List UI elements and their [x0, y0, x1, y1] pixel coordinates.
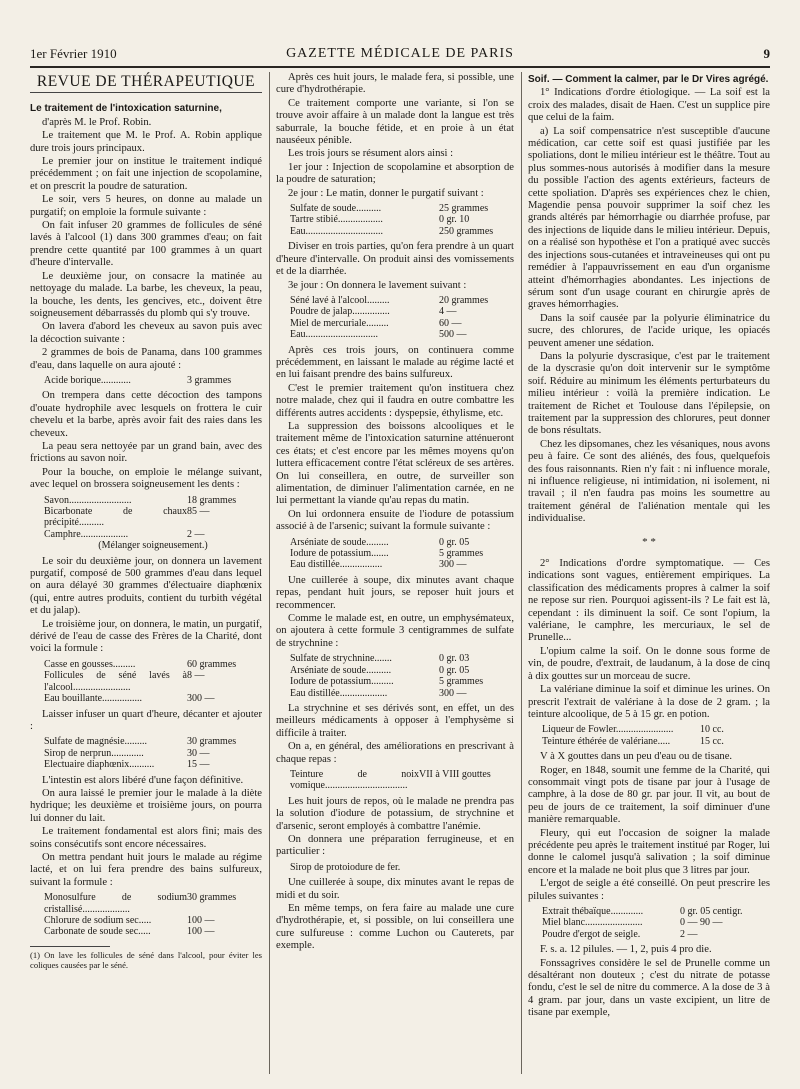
paragraph: Comme le malade est, en outre, un emphysémateux, on ajoutera à cette formule 3 centigrammes de sulfate de strychnine : — [276, 613, 514, 649]
ingredient: Extrait thébaïque............. — [542, 906, 644, 917]
formula-row — [44, 529, 262, 540]
ingredient: Poudre d'ergot de seigle. — [542, 928, 641, 940]
ingredient: Tartre stibié.................. — [290, 214, 383, 226]
paragraph: Les trois jours se résument alors ainsi : — [288, 148, 454, 160]
ingredient: Sirop de nerprun............. — [44, 747, 144, 759]
quantity: 500 — — [439, 329, 467, 341]
paragraph: Le deuxième jour, on consacre la matinée au nettoyage du malade. La barbe, les cheveux, la peau, la bouche, les dents, les gencives, etc., doivent être soigneusement débarrassés du plomb qui s'y trouve. — [30, 270, 262, 319]
paragraph: On aura laissé le premier jour le malade à la diète hydrique; les deuxième et troisième jours, on pourra lui donner du lait. — [30, 787, 262, 824]
quantity: 25 grammes — [439, 203, 489, 215]
formula — [290, 537, 514, 571]
section-separator: * * — [642, 535, 656, 548]
ingredient: Sulfate de soude.......... — [290, 203, 382, 215]
paragraph: On a, en général, des améliorations en prescrivant à chaque repas : — [276, 741, 514, 765]
ingredient: Sirop de protoiodure de fer. — [290, 861, 401, 873]
formula-row — [290, 653, 514, 664]
quantity: 300 — — [439, 687, 467, 699]
formula-row — [44, 375, 262, 386]
formula-row — [44, 670, 262, 693]
quantity: 4 — — [439, 306, 457, 318]
formula — [290, 295, 514, 341]
quantity: 60 grammes — [187, 658, 237, 670]
ingredient: Electuaire diaphœnix.......... — [44, 759, 155, 771]
formula-row — [542, 929, 770, 940]
paragraph: 1° Indications d'ordre étiologique. — La soif est la croix des malades, disait de Haen. C'est un supplice pire que celui de la faim. — [528, 87, 770, 124]
ingredient: Sulfate de magnésie......... — [44, 736, 148, 748]
ingredient: Miel blanc....................... — [542, 917, 643, 929]
ingredient: Eau distillée................. — [290, 559, 383, 571]
column-2 — [276, 72, 514, 1074]
formula-row — [290, 548, 514, 559]
paragraph: Laisser infuser un quart d'heure, décanter et ajouter : — [30, 708, 262, 732]
quantity: VII à VIII gouttes — [419, 768, 491, 780]
journal-title: GAZETTE MÉDICALE DE PARIS — [286, 46, 514, 61]
formula-note: (Mélanger soigneusement.) — [98, 540, 208, 552]
column-divider — [521, 72, 522, 1074]
quantity: 2 — — [680, 928, 698, 940]
ingredient: Follicules de séné lavés à l'alcool....................... — [44, 670, 187, 693]
formula-row — [44, 748, 262, 759]
footnote: (1) On lave les follicules de séné dans l'alcool, pour éviter les coliques causées par le séné. — [30, 949, 262, 970]
formula-row — [542, 724, 770, 735]
paragraph: En même temps, on fera faire au malade une cure d'hydrothérapie, et, si possible, on lui conseillera une cure sulfureuse : comme Luchon ou Cauterets, par exemple. — [276, 903, 514, 952]
paragraph: On lui ordonnera ensuite de l'iodure de potassium associé à de l'arsenic; suivant la formule suivante : — [276, 508, 514, 533]
formula-row — [542, 917, 770, 928]
paragraph: V à X gouttes dans un peu d'eau ou de tisane. — [540, 751, 733, 763]
paragraph: Pour la bouche, on emploie le mélange suivant, avec lequel on brossera soigneusement les dents : — [30, 466, 262, 491]
formula-row — [290, 688, 514, 699]
ingredient: Carbonate de soude sec..... — [44, 926, 151, 938]
paragraph: La peau sera nettoyée par un grand bain, avec des frictions au savon noir. — [30, 440, 262, 465]
quantity: 0 gr. 10 — [439, 214, 470, 226]
page-header — [30, 46, 770, 66]
paragraph: On donnera une préparation ferrugineuse, et en particulier : — [276, 833, 514, 858]
quantity: 100 — — [187, 915, 215, 926]
ingredient: Chlorure de sodium sec..... — [44, 915, 152, 926]
quantity: 0 gr. 05 — [439, 664, 470, 676]
formula-row — [44, 495, 262, 506]
ingredient: Miel de mercuriale......... — [290, 317, 389, 329]
ingredient: Monosulfure de sodium cristallisé................... — [44, 892, 187, 915]
article-title: Le traitement de l'intoxication saturnine, — [30, 103, 222, 115]
quantity: 30 grammes — [187, 892, 237, 904]
formula-row — [290, 559, 514, 570]
formula-row — [290, 306, 514, 317]
quantity: 15 — — [187, 759, 210, 771]
ingredient: Eau............................. — [290, 329, 379, 341]
ingredient: Liqueur de Fowler....................... — [542, 724, 674, 736]
formula-row — [44, 915, 262, 926]
formula-row — [542, 736, 770, 747]
quantity: 0 gr. 05 — [439, 536, 470, 548]
ingredient: Bicarbonate de chaux précipité.......... — [44, 506, 187, 529]
formula-row — [290, 295, 514, 306]
formula — [290, 203, 514, 237]
ingredient: Acide borique............ — [44, 374, 131, 386]
paragraph: Une cuillerée à soupe, dix minutes avant le repas de midi et du soir. — [276, 877, 514, 901]
formula — [44, 659, 262, 705]
formula-row — [290, 329, 514, 340]
formula-row — [290, 226, 514, 237]
ingredient: Arséniate de soude......... — [290, 536, 389, 548]
formula — [44, 375, 262, 386]
quantity: 5 grammes — [439, 676, 484, 688]
paragraph: a) La soif compensatrice n'est susceptible d'aucune médication, car cette soif est quasi justifiée par les spoliations, dont le milieu intérieur est le théâtre. Tout au plus sommes-nous autorisés à modifier dans la mesure du possible l'action des agents extérieurs, facteurs de cette spoliation. D'après ses expériences chez le chien, Magendie pensa pouvoir supprimer la soif chez les grands altérés par hémorrhagie ou diarrhée profuse, par des injections de liquide dans le milieu intérieur. Depuis, on a réalisé son hypothèse et l'on a pratiqué avec succès des injections sous-cutanées et intraveineuses qui ont pu remédier à l'appauvrissement en eau d'un organisme atteint d'hémorrhagies abondantes. Les injections de sérum sont d'un usage courant en chirurgie après de graves hémorrhagies. — [528, 125, 770, 311]
paragraph: 2e jour : Le matin, donner le purgatif suivant : — [288, 187, 484, 199]
ingredient: Arséniate de soude.......... — [290, 664, 392, 676]
ingredient: Eau............................... — [290, 225, 384, 237]
ingredient: Teinture éthérée de valériane..... — [542, 735, 671, 747]
footnote-rule — [30, 946, 110, 947]
formula-row — [290, 665, 514, 676]
quantity: 3 grammes — [187, 374, 232, 386]
quantity: 10 cc. — [700, 724, 724, 736]
paragraph: C'est le premier traitement qu'on instituera chez notre malade, chez qui il faudra en outre combattre les différents autres accidents : dyspepsie, éthylisme, etc. — [276, 382, 514, 419]
formula-row — [290, 214, 514, 225]
paragraph: Dans la polyurie dyscrasique, c'est par le traitement de la dyscrasie qu'on doit intervenir sur le symptôme soif. Réduire au minimum les éléments perturbateurs du milieu intérieur : voilà la première indication. Le traitement de Richet et Toulouse dans l'épilepsie, on traitement par la suppression des chlorures, peut donner de bons résultats. — [528, 350, 770, 437]
formula-row — [44, 926, 262, 937]
ingredient: Eau distillée................... — [290, 687, 388, 699]
formula-row — [290, 203, 514, 214]
paragraph: F. s. a. 12 pilules. — 1, 2, puis 4 pro die. — [540, 944, 712, 956]
formula — [542, 906, 770, 940]
page-number: 9 — [763, 46, 770, 61]
paragraph: Le soir du deuxième jour, on donnera un lavement purgatif, composé de 500 grammes d'eau dans lequel on aura délayé 30 grammes d'électuaire diaphœnix (qui, entre autres produits, contient du turbith végétal et du jalap). — [30, 555, 262, 617]
quantity: 60 — — [439, 317, 462, 329]
paragraph: Fleury, qui eut l'occasion de soigner la malade précédente peu après le traitement institué par Roger, lui donne le calomel jusqu'à salivation ; la soif diminue encore et la malade ne boit plus que 3 litres par jour. — [528, 827, 770, 876]
formula-row — [44, 693, 262, 704]
ingredient: Séné lavé à l'alcool......... — [290, 294, 390, 306]
ingredient: Casse en gousses......... — [44, 658, 136, 670]
formula — [290, 862, 514, 873]
paragraph: L'ergot de seigle a été conseillé. On peut prescrire les pilules suivantes : — [528, 878, 770, 902]
quantity: 20 grammes — [439, 294, 489, 306]
paragraph: Le premier jour on institue le traitement indiqué précédemment ; on fait une injection de scopolamine, et on prescrit la poudre de saturation. — [30, 156, 262, 192]
paragraph: On fait infuser 20 grammes de follicules de séné lavés à l'alcool (1) dans 300 grammes d'eau; on fait prendre cette quantité par 100 grammes à un quart d'heure d'intervalle. — [30, 220, 262, 269]
quantity: 0 gr. 05 centigr. — [680, 906, 743, 917]
ingredient: Poudre de jalap............... — [290, 306, 390, 318]
paragraph: Après ces huit jours, le malade fera, si possible, une cure d'hydrothérapie. — [276, 72, 514, 96]
formula — [290, 769, 514, 792]
quantity: 300 — — [187, 693, 215, 705]
issue-date: 1er Février 1910 — [30, 46, 117, 61]
paragraph: Roger, en 1848, soumit une femme de la Charité, qui consommait vingt pots de tisane par jour à l'usage de camphre, à la dose de 80 gr. par jour. Il vit, au bout de peu de jours de ce traitement, la soif diminuer d'une manière remarquable. — [528, 764, 770, 826]
formula-row — [290, 537, 514, 548]
paragraph: Les huit jours de repos, où le malade ne prendra pas la solution d'iodure de potassium, de strychnine et d'arsenic, seront employés à combattre l'anémie. — [276, 795, 514, 832]
paragraph: La valériane diminue la soif et diminue les urines. On prescrit l'extrait de valériane à la dose de 2 gram. ; la teinture alcoolique, de 5 à 15 gr. en potion. — [528, 684, 770, 720]
formula-row — [290, 676, 514, 687]
quantity: 5 grammes — [439, 548, 484, 560]
formula — [44, 495, 262, 552]
ingredient: Iodure de potassium......... — [290, 676, 394, 688]
paragraph: Ce traitement comporte une variante, si l'on se trouve avoir affaire à un malade dont la langue est très saburrale, la bouche fétide, et en proie à un état nauséeux pénible. — [276, 97, 514, 147]
quantity: 2 — — [187, 528, 205, 540]
formula — [44, 892, 262, 938]
paragraph: Diviser en trois parties, qu'on fera prendre à un quart d'heure d'intervalle. On produit ainsi des vomissements et de la diarrhée. — [276, 241, 514, 278]
formula-row — [44, 892, 262, 915]
paragraph: Le soir, vers 5 heures, on donne au malade un purgatif; on emploie la formule suivante : — [30, 194, 262, 218]
paragraph: Après ces trois jours, on continuera comme précédemment, en laissant le malade au régime lacté et en lui faisant prendre des bains sulfureux. — [276, 344, 514, 381]
quantity: 0 gr. 03 — [439, 653, 470, 665]
paragraph: Fonssagrives considère le sel de Prunelle comme un désaltérant non douteux ; c'est du nitrate de potasse fondu, c'est le sel de nitre du commerce. A la dose de 3 à 4 gram. par jour, dans un vaste excipient, un litre de tisane par exemple, — [528, 957, 770, 1019]
column-3 — [528, 72, 770, 1074]
formula-row — [44, 736, 262, 747]
ingredient: Iodure de potassium....... — [290, 548, 389, 560]
paragraph: 2° Indications d'ordre symptomatique. — Ces indications sont vagues, entièrement empiriques. La classification des médicaments propres à calmer la soif ne repose sur rien. Pourquoi agissent-ils ? Le fait est là, cependant : ils diminuent la soif. Ce sont l'opium, la valériane, le camphre, les mercuriaux, le sel de Prunelle... — [528, 558, 770, 644]
quantity: 8 — — [187, 670, 205, 682]
paragraph: L'opium calme la soif. On le donne sous forme de vin, de poudre, d'extrait, de laudanum, à la dose de cinq à dix gouttes sur un morceau de sucre. — [528, 645, 770, 682]
quantity: 85 — — [187, 506, 210, 517]
paragraph: On mettra pendant huit jours le malade au régime lacté, et on lui fera prendre des bains sulfureux, suivant la formule : — [30, 851, 262, 888]
quantity: 0 — 90 — — [680, 917, 723, 929]
paragraph: Le traitement que M. le Prof. A. Robin applique dure trois jours principaux. — [30, 130, 262, 154]
article-title: Soif. — Comment la calmer, par le Dr Vires agrégé. — [528, 74, 769, 85]
paragraph: L'intestin est alors libéré d'une façon définitive. — [42, 774, 244, 786]
paragraph: La suppression des boissons alcooliques et le traitement même de l'intoxication saturnine atténueront ces états; et c'est encore par les mêmes moyens qu'on luttera efficacement contre l'état scléreux de ses artères. On lui conseillera, en outre, de surveiller son alimentation, de diminuer l'alimentation carnée, en ne lui permettant la viande qu'au repas du matin. — [276, 420, 514, 507]
quantity: 15 cc. — [700, 735, 724, 747]
paragraph: Le troisième jour, on donnera, le matin, un purgatif, dérivé de l'eau de casse des Frères de la Charité, dont voici la formule : — [30, 618, 262, 655]
formula-row — [44, 759, 262, 770]
formula-row — [290, 318, 514, 329]
quantity: 30 — — [187, 747, 210, 759]
formula-row — [44, 506, 262, 529]
paragraph: La strychnine et ses dérivés sont, en effet, un des meilleurs médicaments à opposer à l'emphysème si difficile à traiter. — [276, 702, 514, 739]
paragraph: On lavera d'abord les cheveux au savon puis avec la décoction suivante : — [30, 321, 262, 345]
quantity: 30 grammes — [187, 736, 237, 748]
formula — [542, 724, 770, 747]
quantity: 100 — — [187, 926, 215, 938]
formula-row — [44, 659, 262, 670]
paragraph: Dans la soif causée par la polyurie éliminatrice du sucre, des chlorures, de l'acide urique, les opiacés peuvent amener une sédation. — [528, 312, 770, 349]
article-author: d'après M. le Prof. Robin. — [42, 116, 152, 128]
formula — [290, 653, 514, 699]
ingredient: Sulfate de strychnine....... — [290, 653, 392, 665]
paragraph: 2 grammes de bois de Panama, dans 100 grammes d'eau, dans laquelle on aura ajouté : — [30, 347, 262, 371]
ingredient: Eau bouillante................ — [44, 693, 143, 705]
ingredient: Teinture de noix vomique................................. — [290, 768, 419, 792]
quantity: 18 grammes — [187, 494, 237, 506]
paragraph: Une cuillerée à soupe, dix minutes avant chaque repas, pendant huit jours, se reposer huit jours et recommencer. — [276, 574, 514, 611]
header-rule — [30, 66, 770, 68]
column-divider — [269, 72, 270, 1074]
paragraph: Chez les dipsomanes, chez les vésaniques, nous avons peu à faire. Ce sont des aliénés, des fous, quelquefois des fous raisonnants. Rien n'y fait : ni influence morale, ni influence religieuse, ni intimidation, ni isolement, ni travail ; il n'en faudra pas moins les soumettre au traitement général de l'aliénation mentale qui les individualise. — [528, 438, 770, 525]
ingredient: Savon......................... — [44, 494, 132, 506]
column-1 — [30, 72, 262, 1074]
formula-row — [290, 769, 514, 792]
paragraph: On trempera dans cette décoction des tampons d'ouate hydrophile avec lesquels on frottera le cuir chevelu et la barbe, après avoir fait des raies dans les cheveux. — [30, 390, 262, 439]
review-title: REVUE DE THÉRAPEUTIQUE — [30, 76, 262, 93]
quantity: 300 — — [439, 559, 467, 571]
quantity: 250 grammes — [439, 225, 494, 237]
paragraph: Le traitement fondamental est alors fini; mais des soins consécutifs sont encore nécessaires. — [30, 826, 262, 850]
ingredient: Camphre................... — [44, 528, 129, 540]
formula — [44, 736, 262, 770]
paragraph: 1er jour : Injection de scopolamine et absorption de la poudre de saturation; — [276, 161, 514, 186]
formula-row — [542, 906, 770, 917]
paragraph: 3e jour : On donnera le lavement suivant : — [288, 279, 467, 291]
